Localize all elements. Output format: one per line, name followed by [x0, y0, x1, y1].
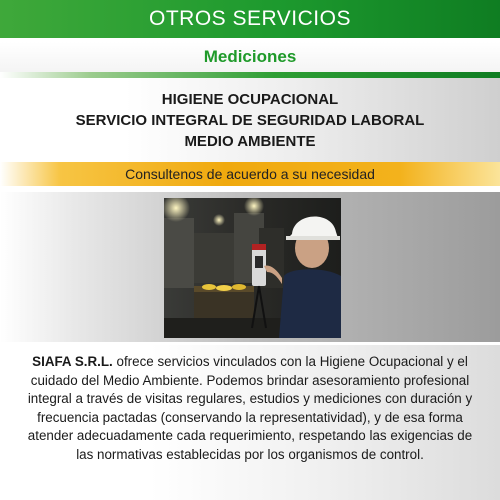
subtitle-bar — [0, 42, 500, 72]
company-name: SIAFA S.R.L. — [32, 354, 113, 369]
service-item: MEDIO AMBIENTE — [184, 132, 316, 150]
description-paragraph — [0, 345, 500, 464]
industrial-measurement-photo — [164, 198, 341, 338]
page-title: OTROS SERVICIOS — [149, 7, 351, 30]
service-item: HIGIENE OCUPACIONAL — [161, 90, 339, 108]
description-block — [0, 345, 500, 500]
section-subtitle: Mediciones — [203, 47, 297, 66]
description-text: ofrece servicios vinculados con la Higiene Ocupacional y el cuidado del Medio Ambiente. Podemos brindar asesoramiento profesional integral a través de visitas regulares, estudios y mediciones con duración y frecuencia pactadas (conservando la representatividad), y de esa forma atender adecuadamente cada requerimiento, respetando las exigencias de las normativas establecidas por los organismos de control. — [27, 354, 473, 462]
cta-text: Consultenos de acuerdo a su necesidad — [125, 166, 375, 182]
title-banner — [0, 0, 500, 38]
service-item: SERVICIO INTEGRAL DE SEGURIDAD LABORAL — [75, 111, 425, 129]
cta-bar — [0, 162, 500, 186]
services-list — [0, 78, 500, 162]
